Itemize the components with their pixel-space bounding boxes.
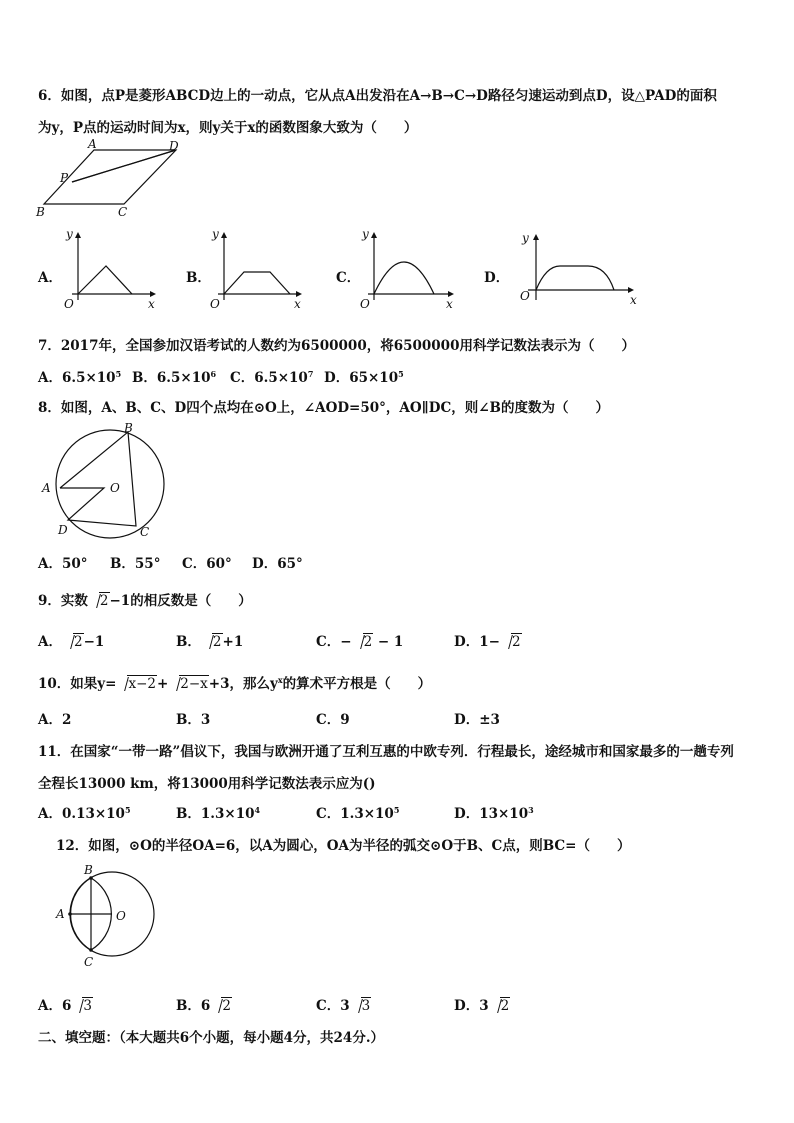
q6-rhombus-figure [36, 138, 196, 220]
q12-label-B: B [84, 863, 93, 877]
q6-label-P: P [60, 171, 69, 185]
q6-label-B: B [36, 205, 45, 219]
q6-option-d-label: D． [484, 270, 510, 286]
q6-stem-line1: 6．如图，点P是菱形ABCD边上的一动点，它从点A出发沿在A→B→C→D路径匀速运动到点D，设△PAD的面积 [38, 88, 717, 104]
q6d-y-label: y [522, 231, 529, 245]
q6-option-a-graph [62, 228, 162, 310]
q6-option-b-label: B． [186, 270, 211, 286]
q8-label-B: B [124, 421, 133, 435]
q7-option-a: A．$6.5\times 10^5$ [38, 369, 122, 386]
q9-option-c: C．− 2 − 1 [316, 634, 404, 650]
q11-option-c: C．$1.3\times 10^5$ [316, 805, 400, 822]
q9-option-b: B． 2+1 [176, 634, 244, 650]
q6-label-C: C [118, 205, 128, 219]
q8-label-D: D [58, 523, 68, 537]
q6a-y-label: y [66, 227, 73, 241]
q11-option-b: B．$1.3\times 10^4$ [176, 805, 261, 822]
q6a-origin-label: O [64, 297, 74, 311]
q8-stem: 8．如图，A、B、C、D四个点均在⊙O上，∠AOD=50°，AO∥DC，则∠B的度数为（ ） [38, 400, 609, 416]
q6-option-c-label: C． [336, 270, 361, 286]
q8-option-c: C．60° [182, 556, 232, 572]
q10-option-a: A．2 [38, 712, 72, 728]
q6-label-A: A [88, 137, 97, 151]
q6c-origin-label: O [360, 297, 370, 311]
q6b-y-label: y [212, 227, 219, 241]
q11-stem-line1: 11．在国家“一带一路”倡议下，我国与欧洲开通了互利互惠的中欧专列．行程最长，途经城市和国家最多的一趟专列 [38, 744, 734, 760]
q6c-x-label: x [446, 297, 453, 311]
q12-option-a: A．6 3 [38, 998, 92, 1014]
q6d-origin-label: O [520, 289, 530, 303]
q6d-x-label: x [630, 293, 637, 307]
q6-option-d-graph [516, 228, 646, 310]
q8-option-d: D．65° [252, 556, 303, 572]
q11-option-d: D．$13\times 10^3$ [454, 805, 534, 822]
q8-label-C: C [140, 525, 150, 539]
section-2-heading: 二、填空题：（本大题共6个小题，每小题4分，共24分.） [38, 1030, 385, 1046]
q9-stem: 9．实数 2−1的相反数是（ ） [38, 593, 252, 609]
q8-option-b: B．55° [110, 556, 161, 572]
q10-stem: 10．如果y= x−2+ 2−x+3，那么$y^x$的算术平方根是（ ） [38, 675, 432, 692]
q12-stem: 12．如图，⊙O的半径OA=6，以A为圆心，OA为半径的弧交⊙O于B、C点，则BC=（ ） [56, 838, 631, 854]
q8-label-O: O [110, 481, 120, 495]
q12-label-C: C [84, 955, 94, 969]
q8-label-A: A [42, 481, 51, 495]
q6c-y-label: y [362, 227, 369, 241]
q11-option-a: A．$0.13\times 10^5$ [38, 805, 131, 822]
q6b-origin-label: O [210, 297, 220, 311]
q12-option-c: C．3 3 [316, 998, 371, 1014]
q6-option-b-graph [208, 228, 308, 310]
q6-label-D: D [169, 139, 179, 153]
q6b-x-label: x [294, 297, 301, 311]
q7-stem: 7．2017年，全国参加汉语考试的人数约为6500000，将6500000用科学记数法表示为（ ） [38, 338, 635, 354]
q9-option-d: D．1− 2 [454, 634, 521, 650]
q8-circle-figure [38, 420, 168, 544]
q7-option-d: D．$65\times 10^5$ [324, 369, 404, 386]
q6-stem-line2: 为y，P点的运动时间为x，则y关于x的函数图象大致为（ ） [38, 120, 418, 136]
q6-option-a-label: A． [38, 270, 62, 286]
q9-option-a: A． 2−1 [38, 634, 105, 650]
q9-sqrt: 2 [90, 593, 110, 609]
q12-label-O: O [116, 909, 126, 923]
q6a-x-label: x [148, 297, 155, 311]
q12-option-d: D．3 2 [454, 998, 510, 1014]
q10-option-b: B．3 [176, 712, 211, 728]
q10-option-c: C．9 [316, 712, 350, 728]
q12-circle-figure [52, 862, 162, 972]
q10-option-d: D．±3 [454, 712, 500, 728]
q11-stem-line2: 全程长13000 km，将13000用科学记数法表示应为() [38, 776, 376, 792]
q7-option-c: C．$6.5\times 10^7$ [230, 369, 314, 386]
q8-option-a: A．50° [38, 556, 88, 572]
q12-label-A: A [56, 907, 65, 921]
q7-option-b: B．$6.5\times 10^6$ [132, 369, 217, 386]
q12-option-b: B．6 2 [176, 998, 231, 1014]
q6-option-c-graph [358, 228, 462, 310]
